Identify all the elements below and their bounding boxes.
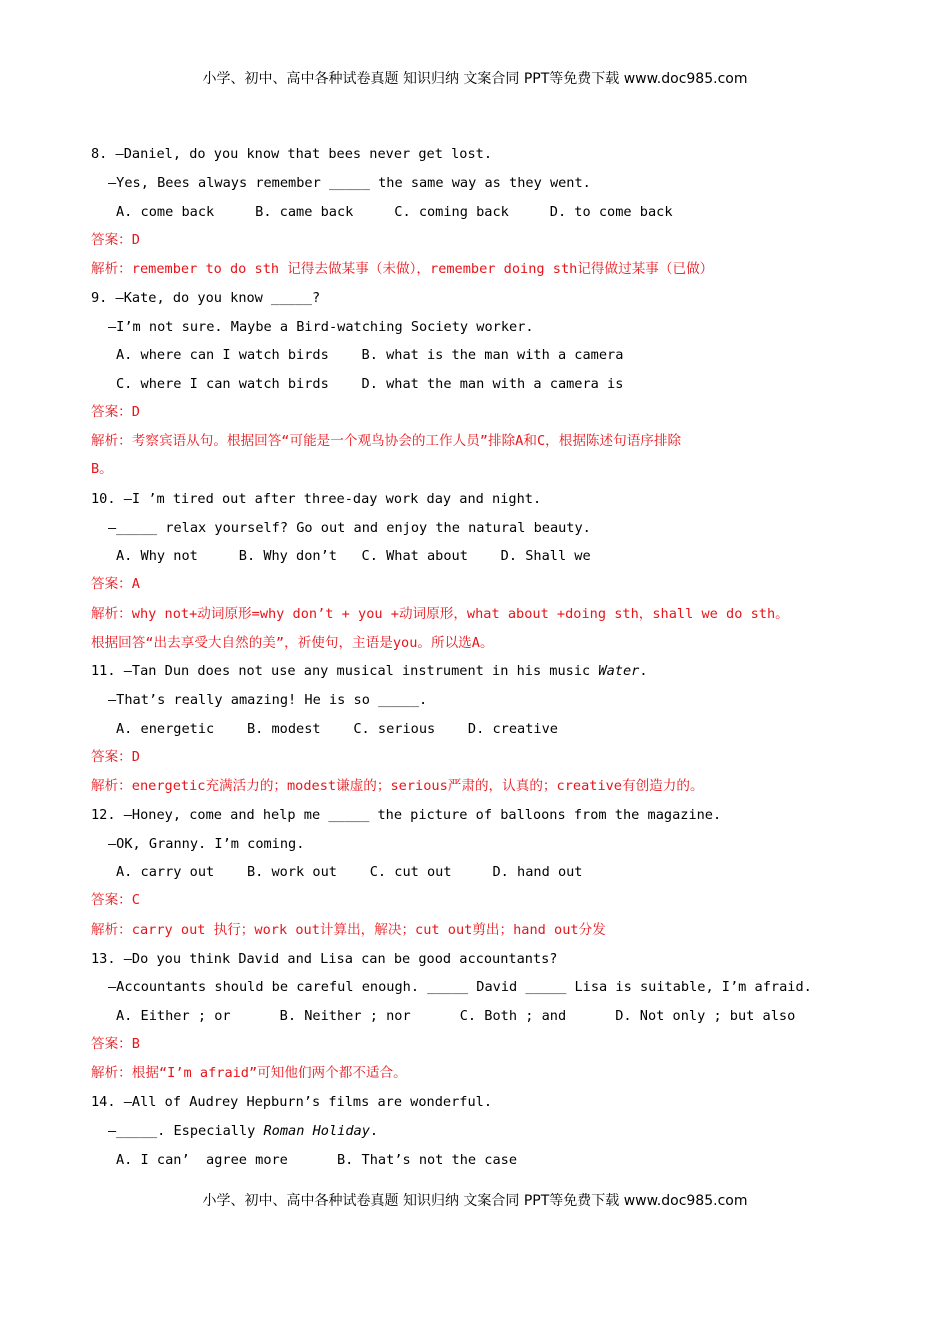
question-9-analysis-line1: 解析：考察宾语从句。根据回答“可能是一个观鸟协会的工作人员”排除A和C，根据陈述句语序排除	[91, 433, 682, 449]
question-8-options: A. come back B. came back C. coming back D. to come back	[116, 204, 673, 220]
question-14-stem: 14. —All of Audrey Hepburn’s films are wonderful.	[91, 1094, 493, 1110]
question-10-answer: 答案：A	[91, 576, 140, 592]
question-10-options: A. Why not B. Why don’t C. What about D. Shall we	[116, 548, 591, 564]
question-10-reply: —_____ relax yourself? Go out and enjoy the natural beauty.	[108, 520, 591, 536]
question-14-title-roman-holiday: Roman Holiday	[263, 1123, 370, 1139]
question-8-stem: 8. —Daniel, do you know that bees never get lost.	[91, 146, 493, 162]
question-13-options: A. Either ; or B. Neither ; nor C. Both ; and D. Not only ; but also	[116, 1008, 796, 1024]
question-8-answer: 答案：D	[91, 232, 140, 248]
question-13-analysis: 解析：根据“I’m afraid”可知他们两个都不适合。	[91, 1065, 407, 1081]
question-11-stem-text: 11. —Tan Dun does not use any musical instrument in his music	[91, 663, 599, 679]
question-10-stem: 10. —I ’m tired out after three-day work day and night.	[91, 491, 542, 507]
question-9-reply: —I’m not sure. Maybe a Bird-watching Society worker.	[108, 319, 534, 335]
page-footer: 小学、初中、高中各种试卷真题 知识归纳 文案合同 PPT等免费下载 www.doc985.com	[202, 1193, 748, 1209]
question-12-answer: 答案：C	[91, 892, 140, 908]
question-13-stem: 13. —Do you think David and Lisa can be good accountants?	[91, 951, 558, 967]
question-9-analysis-line2: B。	[91, 461, 113, 477]
question-12-stem: 12. —Honey, come and help me _____ the picture of balloons from the magazine.	[91, 807, 722, 823]
question-11-analysis: 解析：energetic充满活力的；modest谦虚的；serious严肃的，认真的；creative有创造力的。	[91, 778, 704, 794]
question-12-reply: —OK, Granny. I’m coming.	[108, 836, 305, 852]
question-11-options: A. energetic B. modest C. serious D. creative	[116, 721, 558, 737]
question-8-reply: —Yes, Bees always remember _____ the same way as they went.	[108, 175, 591, 191]
question-10-analysis-line1: 解析：why not+动词原形=why don’t + you +动词原形，what about +doing sth，shall we do sth。	[91, 606, 789, 622]
question-11-reply: —That’s really amazing! He is so _____.	[108, 692, 428, 708]
question-13-reply: —Accountants should be careful enough. _____ David _____ Lisa is suitable, I’m afraid.	[108, 979, 812, 995]
question-8-analysis: 解析：remember to do sth 记得去做某事（未做），remember doing sth记得做过某事（已做）	[91, 261, 714, 277]
question-13-answer: 答案：B	[91, 1036, 140, 1052]
question-11-title-water: Water	[598, 663, 640, 679]
question-9-answer: 答案：D	[91, 404, 140, 420]
question-11-answer: 答案：D	[91, 749, 140, 765]
question-9-options-cd: C. where I can watch birds D. what the man with a camera is	[116, 376, 624, 392]
question-14-reply-text: —_____. Especially	[108, 1123, 264, 1139]
question-12-options: A. carry out B. work out C. cut out D. hand out	[116, 864, 583, 880]
question-9-stem: 9. —Kate, do you know _____?	[91, 290, 321, 306]
question-14-reply-end: .	[369, 1123, 379, 1139]
question-14-reply	[108, 1121, 378, 1141]
question-10-analysis-line2: 根据回答“出去享受大自然的美”，祈使句，主语是you。所以选A。	[91, 635, 494, 651]
question-12-analysis: 解析：carry out 执行；work out计算出，解决；cut out剪出；hand out分发	[91, 922, 606, 938]
page-header: 小学、初中、高中各种试卷真题 知识归纳 文案合同 PPT等免费下载 www.doc985.com	[202, 71, 748, 87]
question-14-options: A. I can’ agree more B. That’s not the case	[116, 1152, 518, 1168]
question-9-options-ab: A. where can I watch birds B. what is the man with a camera	[116, 347, 624, 363]
question-11-stem-end: .	[639, 663, 648, 679]
question-11-stem	[91, 661, 648, 681]
